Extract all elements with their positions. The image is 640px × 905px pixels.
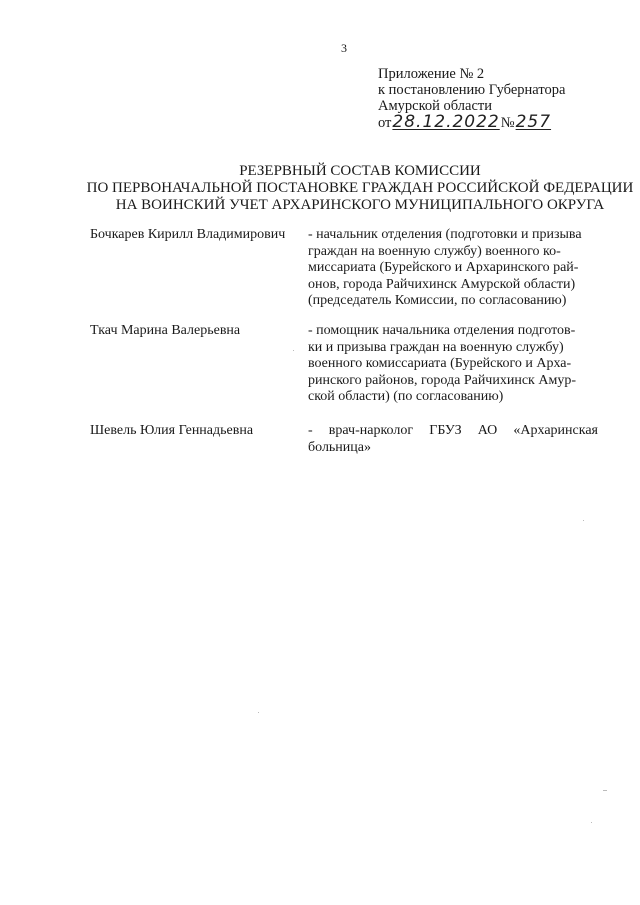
member-role: [308, 227, 598, 310]
member-role: [308, 323, 598, 406]
role-line: - начальник отделения (подготовки и призыва: [308, 227, 582, 242]
appendix-decree-line: к постановлению Губернатора: [378, 82, 566, 98]
member-entry: [90, 227, 600, 310]
scan-speck: [603, 790, 607, 791]
member-name: Бочкарев Кирилл Владимирович: [90, 227, 286, 242]
date-prefix: от: [378, 115, 392, 131]
appendix-block: [378, 66, 628, 131]
member-name: Шевель Юлия Геннадьевна: [90, 423, 254, 438]
handwritten-date: 28.12.2022: [392, 112, 500, 132]
member-entry: [90, 423, 600, 456]
appendix-date-line: [378, 114, 628, 131]
handwritten-number: 257: [515, 112, 552, 132]
scan-speck: [258, 712, 259, 713]
member-entry: [90, 323, 600, 406]
role-line: ки и призыва граждан на военную службу): [308, 339, 564, 355]
role-line: миссариата (Бурейского и Архаринского рай-: [308, 260, 579, 275]
member-role: [308, 423, 598, 456]
role-line: ринского районов, города Райчихинск Амур-: [308, 372, 576, 388]
role-line: больница»: [308, 439, 371, 455]
appendix-region-line: Амурской области: [378, 98, 492, 114]
role-line: - помощник начальника отделения подготов-: [308, 323, 576, 338]
role-line: (председатель Комиссии, по согласованию): [308, 293, 567, 308]
title-line-1: РЕЗЕРВНЫЙ СОСТАВ КОМИССИИ: [239, 163, 481, 179]
title-line-2: ПО ПЕРВОНАЧАЛЬНОЙ ПОСТАНОВКЕ ГРАЖДАН РОССИЙСКОЙ ФЕДЕРАЦИИ: [86, 180, 634, 196]
role-line: - врач-нарколог ГБУЗ АО «Архаринская: [308, 423, 598, 438]
role-line: военного комиссариата (Бурейского и Арха-: [308, 356, 572, 371]
title-line-3: НА ВОИНСКИЙ УЧЕТ АРХАРИНСКОГО МУНИЦИПАЛЬНОГО ОКРУГА: [115, 197, 605, 213]
scan-speck: [293, 350, 294, 351]
role-line: граждан на военную службу) военного ко-: [308, 243, 561, 259]
number-prefix: №: [500, 115, 515, 131]
document-title: [80, 163, 640, 214]
page-number: 3: [341, 41, 347, 55]
role-line: онов, города Райчихинск Амурской области): [308, 276, 576, 292]
scan-speck: [591, 822, 592, 823]
scan-speck: [583, 520, 584, 521]
role-line: ской области) (по согласованию): [308, 389, 504, 404]
member-name: Ткач Марина Валерьевна: [90, 323, 241, 338]
appendix-title: Приложение № 2: [378, 66, 485, 82]
